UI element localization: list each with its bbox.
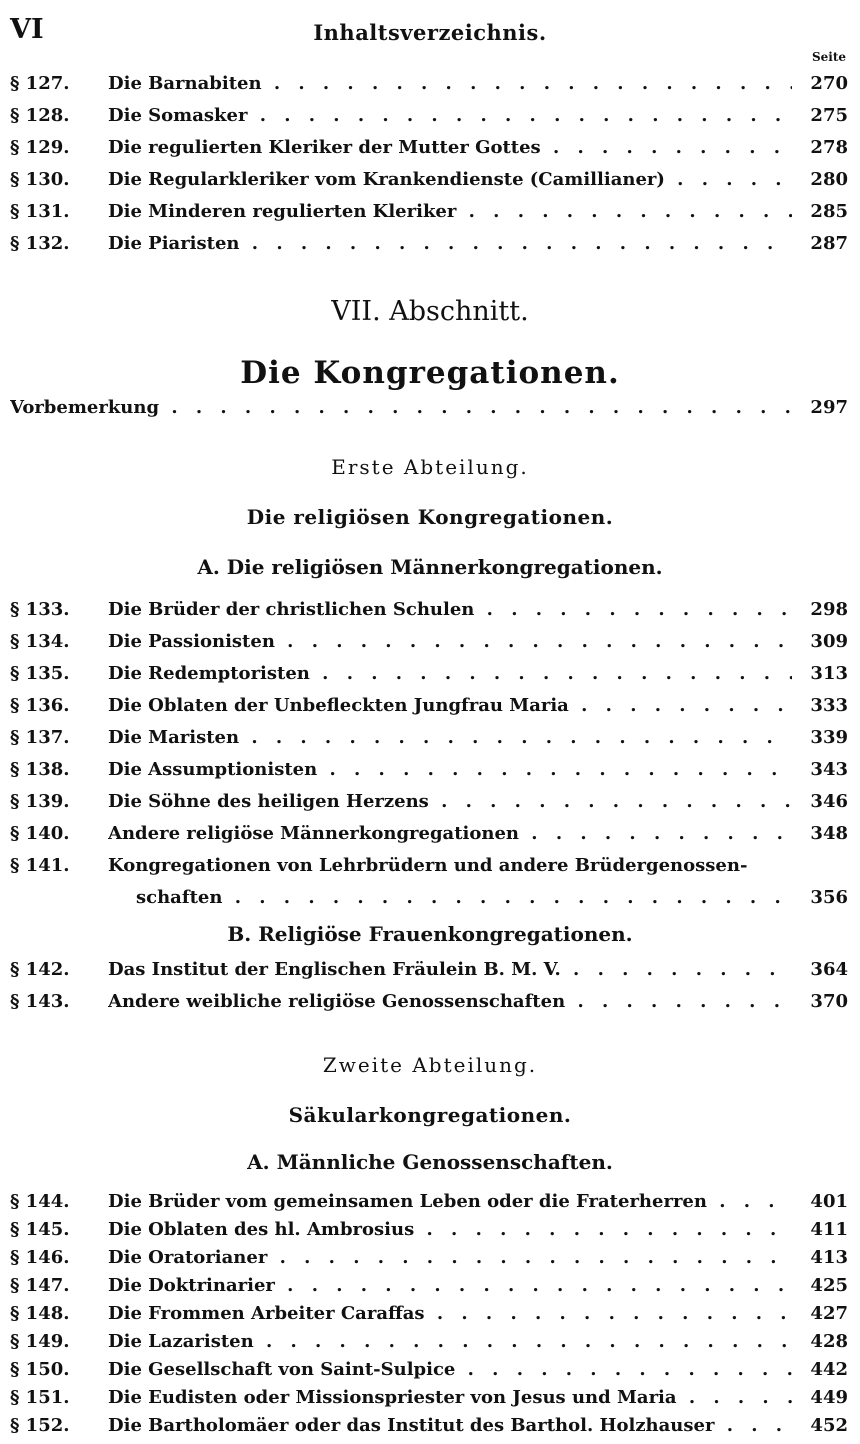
section-number: § 131. xyxy=(10,201,70,222)
section-number: § 138. xyxy=(10,759,70,780)
entry-page: 428 xyxy=(810,1331,848,1352)
entry-title: Die Barnabiten . . . xyxy=(108,68,792,100)
toc-entry xyxy=(10,658,848,690)
section-number: § 151. xyxy=(10,1387,70,1408)
section-number: § 128. xyxy=(10,105,70,126)
entry-page: 452 xyxy=(810,1415,848,1436)
entry-page: 427 xyxy=(810,1303,848,1324)
entry-title: Andere religiöse Männerkongregationen . . . xyxy=(108,818,792,850)
section-number: § 142. xyxy=(10,959,70,980)
toc-entry xyxy=(10,690,848,722)
subsection-heading: B. Religiöse Frauenkongregationen. xyxy=(227,922,633,946)
section-number: § 143. xyxy=(10,991,70,1012)
running-title: Inhaltsverzeichnis. xyxy=(313,20,547,45)
entry-page: 309 xyxy=(810,631,848,652)
entry-title: Die Söhne des heiligen Herzens . . . xyxy=(108,786,792,818)
toc-entry xyxy=(10,228,848,260)
entry-title: Die Oblaten der Unbefleckten Jungfrau Maria . . . xyxy=(108,690,792,722)
section-number: § 147. xyxy=(10,1275,70,1296)
entry-page: 298 xyxy=(810,599,848,620)
entry-page: 348 xyxy=(810,823,848,844)
toc-entry xyxy=(10,164,848,196)
section-number: § 127. xyxy=(10,73,70,94)
section-number: § 135. xyxy=(10,663,70,684)
entry-title: Die Gesellschaft von Saint-Sulpice . . . xyxy=(108,1354,792,1386)
section-number: § 130. xyxy=(10,169,70,190)
entry-page: 364 xyxy=(810,959,848,980)
toc-entry xyxy=(10,196,848,228)
entry-title-line1: Kongregationen von Lehrbrüdern und andere Brüdergenossen- xyxy=(108,855,748,876)
entry-title: Die Minderen regulierten Kleriker . . . xyxy=(108,196,792,228)
entry-title: Die Bartholomäer oder das Institut des Barthol. Holzhauser . . . xyxy=(108,1410,792,1442)
entry-page: 270 xyxy=(810,73,848,94)
toc-entry xyxy=(10,722,848,754)
entry-page: 449 xyxy=(810,1387,848,1408)
section-number: § 139. xyxy=(10,791,70,812)
section-number: § 136. xyxy=(10,695,70,716)
section-number: § 129. xyxy=(10,137,70,158)
section-number: § 134. xyxy=(10,631,70,652)
part-heading: VII. Abschnitt. xyxy=(331,296,529,327)
toc-entry xyxy=(10,986,848,1018)
division-heading: Erste Abteilung. xyxy=(331,455,529,479)
part-title: Die Kongregationen. xyxy=(240,355,620,391)
toc-entry-wrapped xyxy=(10,850,848,882)
entry-page: 285 xyxy=(810,201,848,222)
entry-page: 278 xyxy=(810,137,848,158)
entry-title: Die Maristen . . . xyxy=(108,722,792,754)
section-number: § 152. xyxy=(10,1415,70,1436)
section-number: § 137. xyxy=(10,727,70,748)
entry-page: 346 xyxy=(810,791,848,812)
section-number: § 133. xyxy=(10,599,70,620)
toc-entry-continuation xyxy=(10,882,848,914)
toc-entry xyxy=(10,626,848,658)
entry-page: 297 xyxy=(810,397,848,418)
entry-page: 280 xyxy=(810,169,848,190)
division-title: Die religiösen Kongregationen. xyxy=(246,505,614,529)
entry-page: 425 xyxy=(810,1275,848,1296)
toc-entry xyxy=(10,594,848,626)
division-heading: Zweite Abteilung. xyxy=(322,1053,538,1077)
toc-entry xyxy=(10,100,848,132)
section-number: § 150. xyxy=(10,1359,70,1380)
entry-title: Die Doktrinarier . . . xyxy=(108,1270,792,1302)
toc-entry-vorbemerkung xyxy=(10,392,848,424)
entry-page: 339 xyxy=(810,727,848,748)
entry-page: 356 xyxy=(810,887,848,908)
entry-title: Andere weibliche religiöse Genossenschaften . . . xyxy=(108,986,792,1018)
entry-page: 275 xyxy=(810,105,848,126)
entry-title: Die Oblaten des hl. Ambrosius . . . xyxy=(108,1214,792,1246)
entry-page: 370 xyxy=(810,991,848,1012)
entry-title: Die Regularkleriker vom Krankendienste (Camillianer) . . . xyxy=(108,164,792,196)
entry-title: Das Institut der Englischen Fräulein B. M. V. . . . xyxy=(108,954,792,986)
toc-entry xyxy=(10,954,848,986)
entry-page: 333 xyxy=(810,695,848,716)
section-number: § 145. xyxy=(10,1219,70,1240)
section-number: § 146. xyxy=(10,1247,70,1268)
subsection-heading: A. Die religiösen Männerkongregationen. xyxy=(197,555,663,579)
entry-page: 343 xyxy=(810,759,848,780)
toc-entry xyxy=(10,786,848,818)
entry-title: Die Frommen Arbeiter Caraffas . . . xyxy=(108,1298,792,1330)
entry-title: Die Assumptionisten . . . xyxy=(108,754,792,786)
entry-page: 313 xyxy=(810,663,848,684)
toc-entry xyxy=(10,68,848,100)
entry-title: Die Passionisten . . . xyxy=(108,626,792,658)
entry-title: Die Eudisten oder Missionspriester von Jesus und Maria . . . xyxy=(108,1382,792,1414)
entry-page: 287 xyxy=(810,233,848,254)
page-number: VI xyxy=(10,14,44,45)
entry-title-line2: schaften . . . xyxy=(136,882,792,914)
section-number: § 148. xyxy=(10,1303,70,1324)
entry-page: 413 xyxy=(810,1247,848,1268)
toc-entry xyxy=(10,1410,848,1442)
entry-title: Die Redemptoristen . . . xyxy=(108,658,792,690)
entry-page: 411 xyxy=(810,1219,848,1240)
section-number: § 141. xyxy=(10,855,70,876)
entry-title: Die Somasker . . . xyxy=(108,100,792,132)
subsection-heading: A. Männliche Genossenschaften. xyxy=(247,1150,613,1174)
division-title: Säkularkongregationen. xyxy=(288,1103,572,1127)
section-number: § 140. xyxy=(10,823,70,844)
entry-title: Die Brüder vom gemeinsamen Leben oder die Fraterherren . . . xyxy=(108,1186,792,1218)
page-header xyxy=(0,14,860,48)
toc-entry xyxy=(10,132,848,164)
seite-label: Seite xyxy=(811,50,846,64)
entry-title: Die Lazaristen . . . xyxy=(108,1326,792,1358)
entry-title: Vorbemerkung . . . xyxy=(10,392,792,424)
entry-page: 401 xyxy=(810,1191,848,1212)
toc-entry xyxy=(10,818,848,850)
entry-title: Die regulierten Kleriker der Mutter Gottes . . . xyxy=(108,132,792,164)
section-number: § 132. xyxy=(10,233,70,254)
entry-page: 442 xyxy=(810,1359,848,1380)
section-number: § 149. xyxy=(10,1331,70,1352)
toc-entry xyxy=(10,754,848,786)
entry-title: Die Oratorianer . . . xyxy=(108,1242,792,1274)
section-number: § 144. xyxy=(10,1191,70,1212)
entry-title: Die Brüder der christlichen Schulen . . . xyxy=(108,594,792,626)
entry-title: Die Piaristen . . . xyxy=(108,228,792,260)
